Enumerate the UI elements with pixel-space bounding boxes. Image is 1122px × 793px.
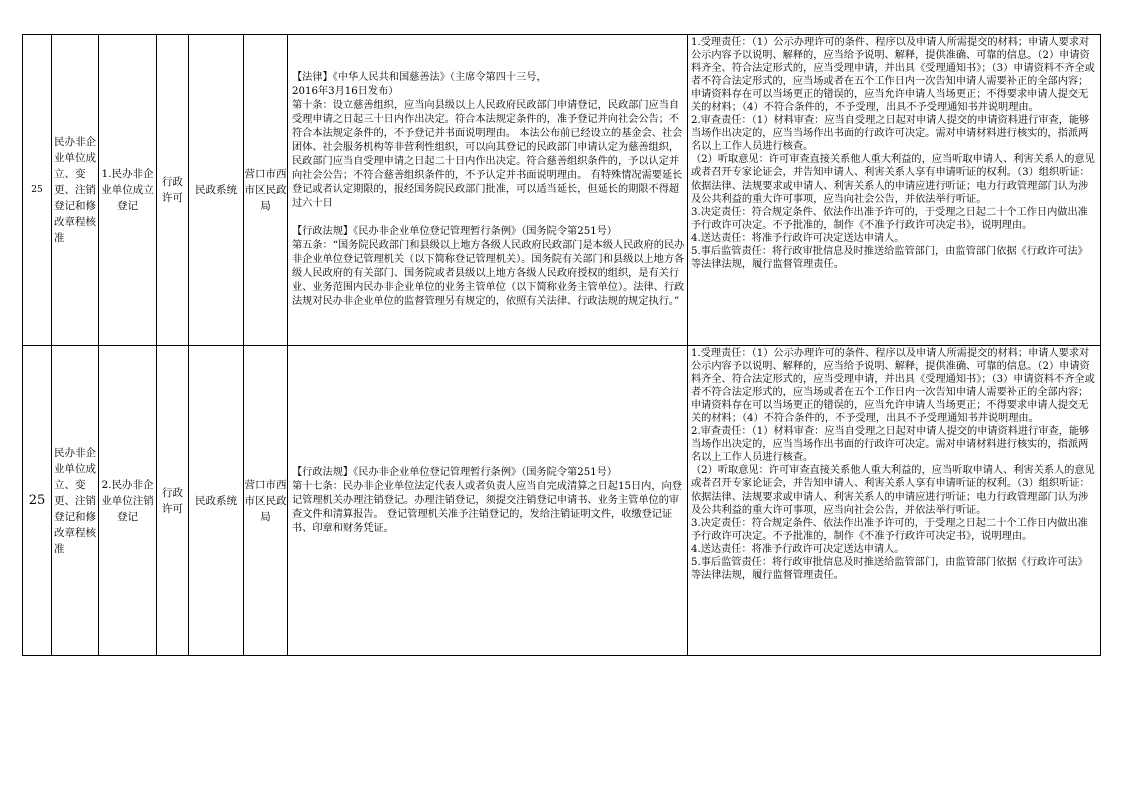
category-cell: 民办非企业单位成立、变更、注销登记和修改章程核准 xyxy=(52,346,99,656)
basis-line: 【法律】《中华人民共和国慈善法》（主席令第四十三号， xyxy=(292,72,547,83)
basis-line: 第五条：“国务院民政部门和县级以上地方各级人民政府民政部门是本级人民政府的民办非企业单位登记管理机关（以下简称登记管理机关）。国务院有关部门和县级以上地方各级人民政府的有关部门、国务院或者县级以上地方各级人民政府授权的组织，是有关行业、业务范围内民办非企业单位的业务主管单位（以下简称业务主管单位）。法律、行政法规对民办非企业单位的监督管理另有规定的，依照有关法律、行政法规的规定执行。” xyxy=(292,240,685,307)
type-cell: 行政许可 xyxy=(157,35,189,346)
responsibility-item: 5.事后监管责任：将行政审批信息及时推送给监管部门，由监管部门依据《行政许可法》等法律法规，履行监督管理责任。 xyxy=(691,556,1088,581)
responsibility-item: 5.事后监管责任：将行政审批信息及时推送给监管部门，由监管部门依据《行政许可法》等法律法规，履行监督管理责任。 xyxy=(691,245,1088,270)
department-cell: 民政系统 xyxy=(189,35,244,346)
responsibility-item: 3.决定责任：符合规定条件、依法作出准予许可的，于受理之日起二十个工作日内做出准予行政许可决定。不予批准的，制作《不准予行政许可决定书》，说明理由。 xyxy=(691,206,1088,231)
table-row xyxy=(23,35,1101,346)
item-cell: 2.民办非企业单位注销登记 xyxy=(99,346,157,656)
responsibility-item: 2.审查责任：（1）材料审查：应当自受理之日起对申请人提交的申请资料进行审查，能够当场作出决定的，应当当场作出书面的行政许可决定。需对申请材料进行核实的，指派两名以上工作人员进行核查。 xyxy=(691,426,1090,464)
item-cell: 1.民办非企业单位成立登记 xyxy=(99,35,157,346)
responsibility-cell xyxy=(688,35,1101,346)
row-number: 25 xyxy=(23,346,52,656)
basis-line: 【行政法规】《民办非企业单位登记管理暂行条例》（国务院令第251号） xyxy=(292,226,618,237)
responsibility-item: 1.受理责任：（1）公示办理许可的条件、程序以及申请人所需提交的材料；申请人要求对公示内容予以说明、解释的，应当给予说明、解释，提供准确、可靠的信息。（2）申请资料齐全、符合法定形式的，应当受理申请，并出具《受理通知书》；（3）申请资料不齐全或者不符合法定形式的，应当场或者在五个工作日内一次告知申请人需要补正的全部内容；申请资料存在可以当场更正的错误的，应当允许申请人当场更正；不得要求申请人提交无关的材料；（4）不符合条件的，不予受理，出具不予受理通知书并说明理由。 xyxy=(691,348,1095,425)
basis-line: 2016年3月16日发布） xyxy=(292,86,399,97)
basis-line xyxy=(292,211,685,225)
responsibility-item: 3.决定责任：符合规定条件、依法作出准予许可的，于受理之日起二十个工作日内做出准予行政许可决定。不予批准的，制作《不准予行政许可决定书》，说明理由。 xyxy=(691,517,1088,542)
table-row xyxy=(23,346,1101,656)
permit-table xyxy=(22,34,1101,656)
category-cell: 民办非企业单位成立、变更、注销登记和修改章程核准 xyxy=(52,35,99,346)
responsibility-item: 1.受理责任：（1）公示办理许可的条件、程序以及申请人所需提交的材料；申请人要求对公示内容予以说明、解释的，应当给予说明、解释，提供准确、可靠的信息。（2）申请资料齐全、符合法定形式的，应当受理申请，并出具《受理通知书》；（3）申请资料不齐全或者不符合法定形式的，应当场或者在五个工作日内一次告知申请人需要补正的全部内容；申请资料存在可以当场更正的错误的，应当允许申请人当场更正；不得要求申请人提交无关的材料；（4）不符合条件的，不予受理，出具不予受理通知书并说明理由。 xyxy=(691,37,1095,114)
responsibility-item: 2.审查责任：（1）材料审查：应当自受理之日起对申请人提交的申请资料进行审查，能够当场作出决定的，应当当场作出书面的行政许可决定。需对申请材料进行核实的，指派两名以上工作人员进行核查。 xyxy=(691,115,1090,153)
responsibility-item: 4.送达责任：将准予行政许可决定送达申请人。 xyxy=(691,543,905,555)
basis-line: 第十七条：民办非企业单位法定代表人或者负责人应当自完成清算之日起15日内，向登记管理机关办理注销登记。办理注销登记，须提交注销登记申请书、业务主管单位的审查文件和清算报告。 登记管理机关准予注销登记的，发给注销证明文件，收缴登记证书、印章和财务凭证。 xyxy=(292,480,682,534)
basis-line: 【行政法规】《民办非企业单位登记管理暂行条例》（国务院令第251号） xyxy=(292,466,618,478)
department-cell: 民政系统 xyxy=(189,346,244,656)
responsibility-item: 4.送达责任：将准予行政许可决定送达申请人。 xyxy=(691,232,905,244)
unit-cell: 营口市西市区民政局 xyxy=(244,346,288,656)
responsibility-cell xyxy=(688,346,1101,656)
legal-basis-cell xyxy=(288,346,688,656)
responsibility-item: （2）听取意见：许可审查直接关系他人重大利益的，应当听取申请人、利害关系人的意见或者召开专家论证会，并告知申请人、利害关系人享有申请听证的权利。（3）组织听证：依据法律、法规要求或申请人、利害关系人的申请应进行听证；电力行政管理部门认为涉及公共利益的重大许可事项，应当向社会公告，并依法举行听证。 xyxy=(691,465,1095,516)
responsibility-item: （2）听取意见：许可审查直接关系他人重大利益的，应当听取申请人、利害关系人的意见或者召开专家论证会，并告知申请人、利害关系人享有申请听证的权利。（3）组织听证：依据法律、法规要求或申请人、利害关系人的申请应进行听证；电力行政管理部门认为涉及公共利益的重大许可事项，应当向社会公告，并依法举行听证。 xyxy=(691,154,1095,205)
unit-cell: 营口市西市区民政局 xyxy=(244,35,288,346)
legal-basis-cell xyxy=(288,35,688,346)
type-cell: 行政许可 xyxy=(157,346,189,656)
row-number: 25 xyxy=(23,35,52,346)
basis-line: 第十条：设立慈善组织，应当向县级以上人民政府民政部门申请登记，民政部门应当自受理申请之日起三十日内作出决定。符合本法规定条件的，准予登记并向社会公告；不符合本法规定条件的，不予登记并书面说明理由。 本法公布前已经设立的基金会、社会团体、社会服务机构等非营利性组织，可以向其登记的民政部门申请认定为慈善组织，民政部门应当自受理申请之日起二十日内作出决定。符合慈善组织条件的，予以认定并向社会公告；不符合慈善组织条件的，不予认定并书面说明理由。 有特殊情况需要延长登记或者认定期限的，报经国务院民政部门批准，可以适当延长，但延长的期限不得超过六十日 xyxy=(292,100,683,209)
